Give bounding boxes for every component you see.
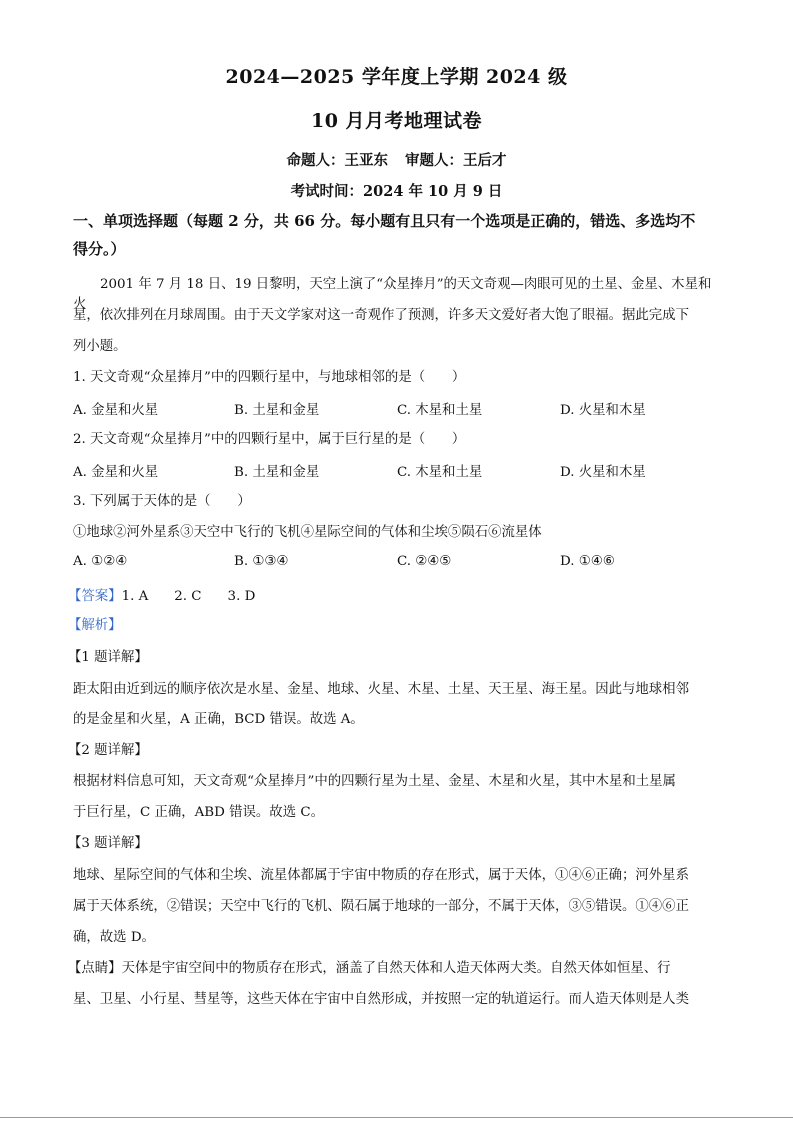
section-heading-line1: 一、单项选择题（每题 2 分，共 66 分。每小题有且只有一个选项是正确的，错选、多选均不 (73, 212, 696, 230)
answer-3: 3. D (227, 589, 256, 604)
q3-detail-line3: 确，故选 D。 (73, 930, 155, 945)
exam-title-line2: 10 月月考地理试卷 (310, 110, 483, 132)
q2-detail-line1: 根据材料信息可知，天文奇观“众星捧月”中的四颗行星为土星、金星、木星和火星，其中木星和土星属 (73, 774, 676, 789)
option-b: B. ①③④ (234, 554, 289, 569)
answer-label: 【答案】 (68, 589, 122, 604)
option-b: B. 土星和金星 (234, 465, 320, 480)
option-b: B. 土星和金星 (234, 403, 320, 418)
material-line3: 列小题。 (73, 339, 127, 354)
author: 命题人：王亚东 (286, 152, 388, 169)
section-heading-line2: 得分。） (73, 240, 126, 258)
question-2-stem: 2. 天文奇观“众星捧月”中的四颗行星中，属于巨行星的是（ ） (73, 432, 466, 447)
question-3-stem: 3. 下列属于天体的是（ ） (73, 494, 251, 509)
option-c: C. ②④⑤ (397, 554, 452, 569)
material-line2: 星，依次排列在月球周围。由于天文学家对这一奇观作了预测，许多天文爱好者大饱了眼福。据此完成下 (73, 308, 689, 323)
q1-detail-line1: 距太阳由近到远的顺序依次是水星、金星、地球、火星、木星、土星、天王星、海王星。因此与地球相邻 (73, 682, 689, 697)
page-bottom-rule (0, 1117, 793, 1118)
exam-title-line1: 2024—2025 学年度上学期 2024 级 (225, 66, 568, 88)
q2-detail-line2: 于巨行星，C 正确，ABD 错误。故选 C。 (73, 805, 324, 820)
analysis-label: 【解析】 (68, 618, 122, 633)
option-a: A. 金星和火星 (73, 403, 159, 418)
section-heading (73, 207, 723, 263)
option-d: D. 火星和木星 (560, 403, 646, 418)
q3-detail-heading: 【3 题详解】 (68, 836, 148, 851)
tip-line2: 星、卫星、小行星、彗星等，这些天体在宇宙中自然形成，并按照一定的轨道运行。而人造天体则是人类 (73, 992, 689, 1007)
q1-detail-heading: 【1 题详解】 (68, 650, 148, 665)
q2-detail-heading: 【2 题详解】 (68, 743, 148, 758)
tip-text1: 天体是宇宙空间中的物质存在形式，涵盖了自然天体和人造天体两大类。自然天体如恒星、行 (121, 961, 671, 976)
option-d: D. ①④⑥ (560, 554, 615, 569)
exam-time: 考试时间：2024 年 10 月 9 日 (290, 183, 503, 200)
material-line1: 2001 年 7 月 18 日、19 日黎明，天空上演了“众星捧月”的天文奇观—肉眼可见的土星、金星、木星和火 (73, 277, 712, 312)
q1-detail-line2: 的是金星和火星，A 正确，BCD 错误。故选 A。 (73, 712, 364, 727)
reviewer: 审题人：王后才 (405, 152, 507, 169)
option-a: A. ①②④ (73, 554, 128, 569)
option-c: C. 木星和土星 (397, 465, 483, 480)
question-1-options (73, 399, 723, 419)
question-3-options (73, 554, 723, 574)
tip-line1 (68, 959, 718, 979)
q3-detail-line2: 属于天体系统，②错误；天空中飞行的飞机、陨石属于地球的一部分，不属于天体，③⑤错误。①④⑥正 (73, 899, 689, 914)
option-d: D. 火星和木星 (560, 465, 646, 480)
tip-label: 【点睛】 (68, 961, 122, 976)
answer-row (68, 587, 718, 607)
answer-2: 2. C (174, 589, 202, 604)
exam-authors (0, 149, 793, 170)
option-c: C. 木星和土星 (397, 403, 483, 418)
option-a: A. 金星和火星 (73, 465, 159, 480)
question-3-items: ①地球②河外星系③天空中飞行的飞机④星际空间的气体和尘埃⑤陨石⑥流星体 (73, 525, 542, 540)
q3-detail-line1: 地球、星际空间的气体和尘埃、流星体都属于宇宙中物质的存在形式，属于天体，①④⑥正确；河外星系 (73, 868, 689, 883)
answer-1: 1. A (121, 589, 149, 604)
question-1-stem: 1. 天文奇观“众星捧月”中的四颗行星中，与地球相邻的是（ ） (73, 370, 466, 385)
question-2-options (73, 461, 723, 481)
